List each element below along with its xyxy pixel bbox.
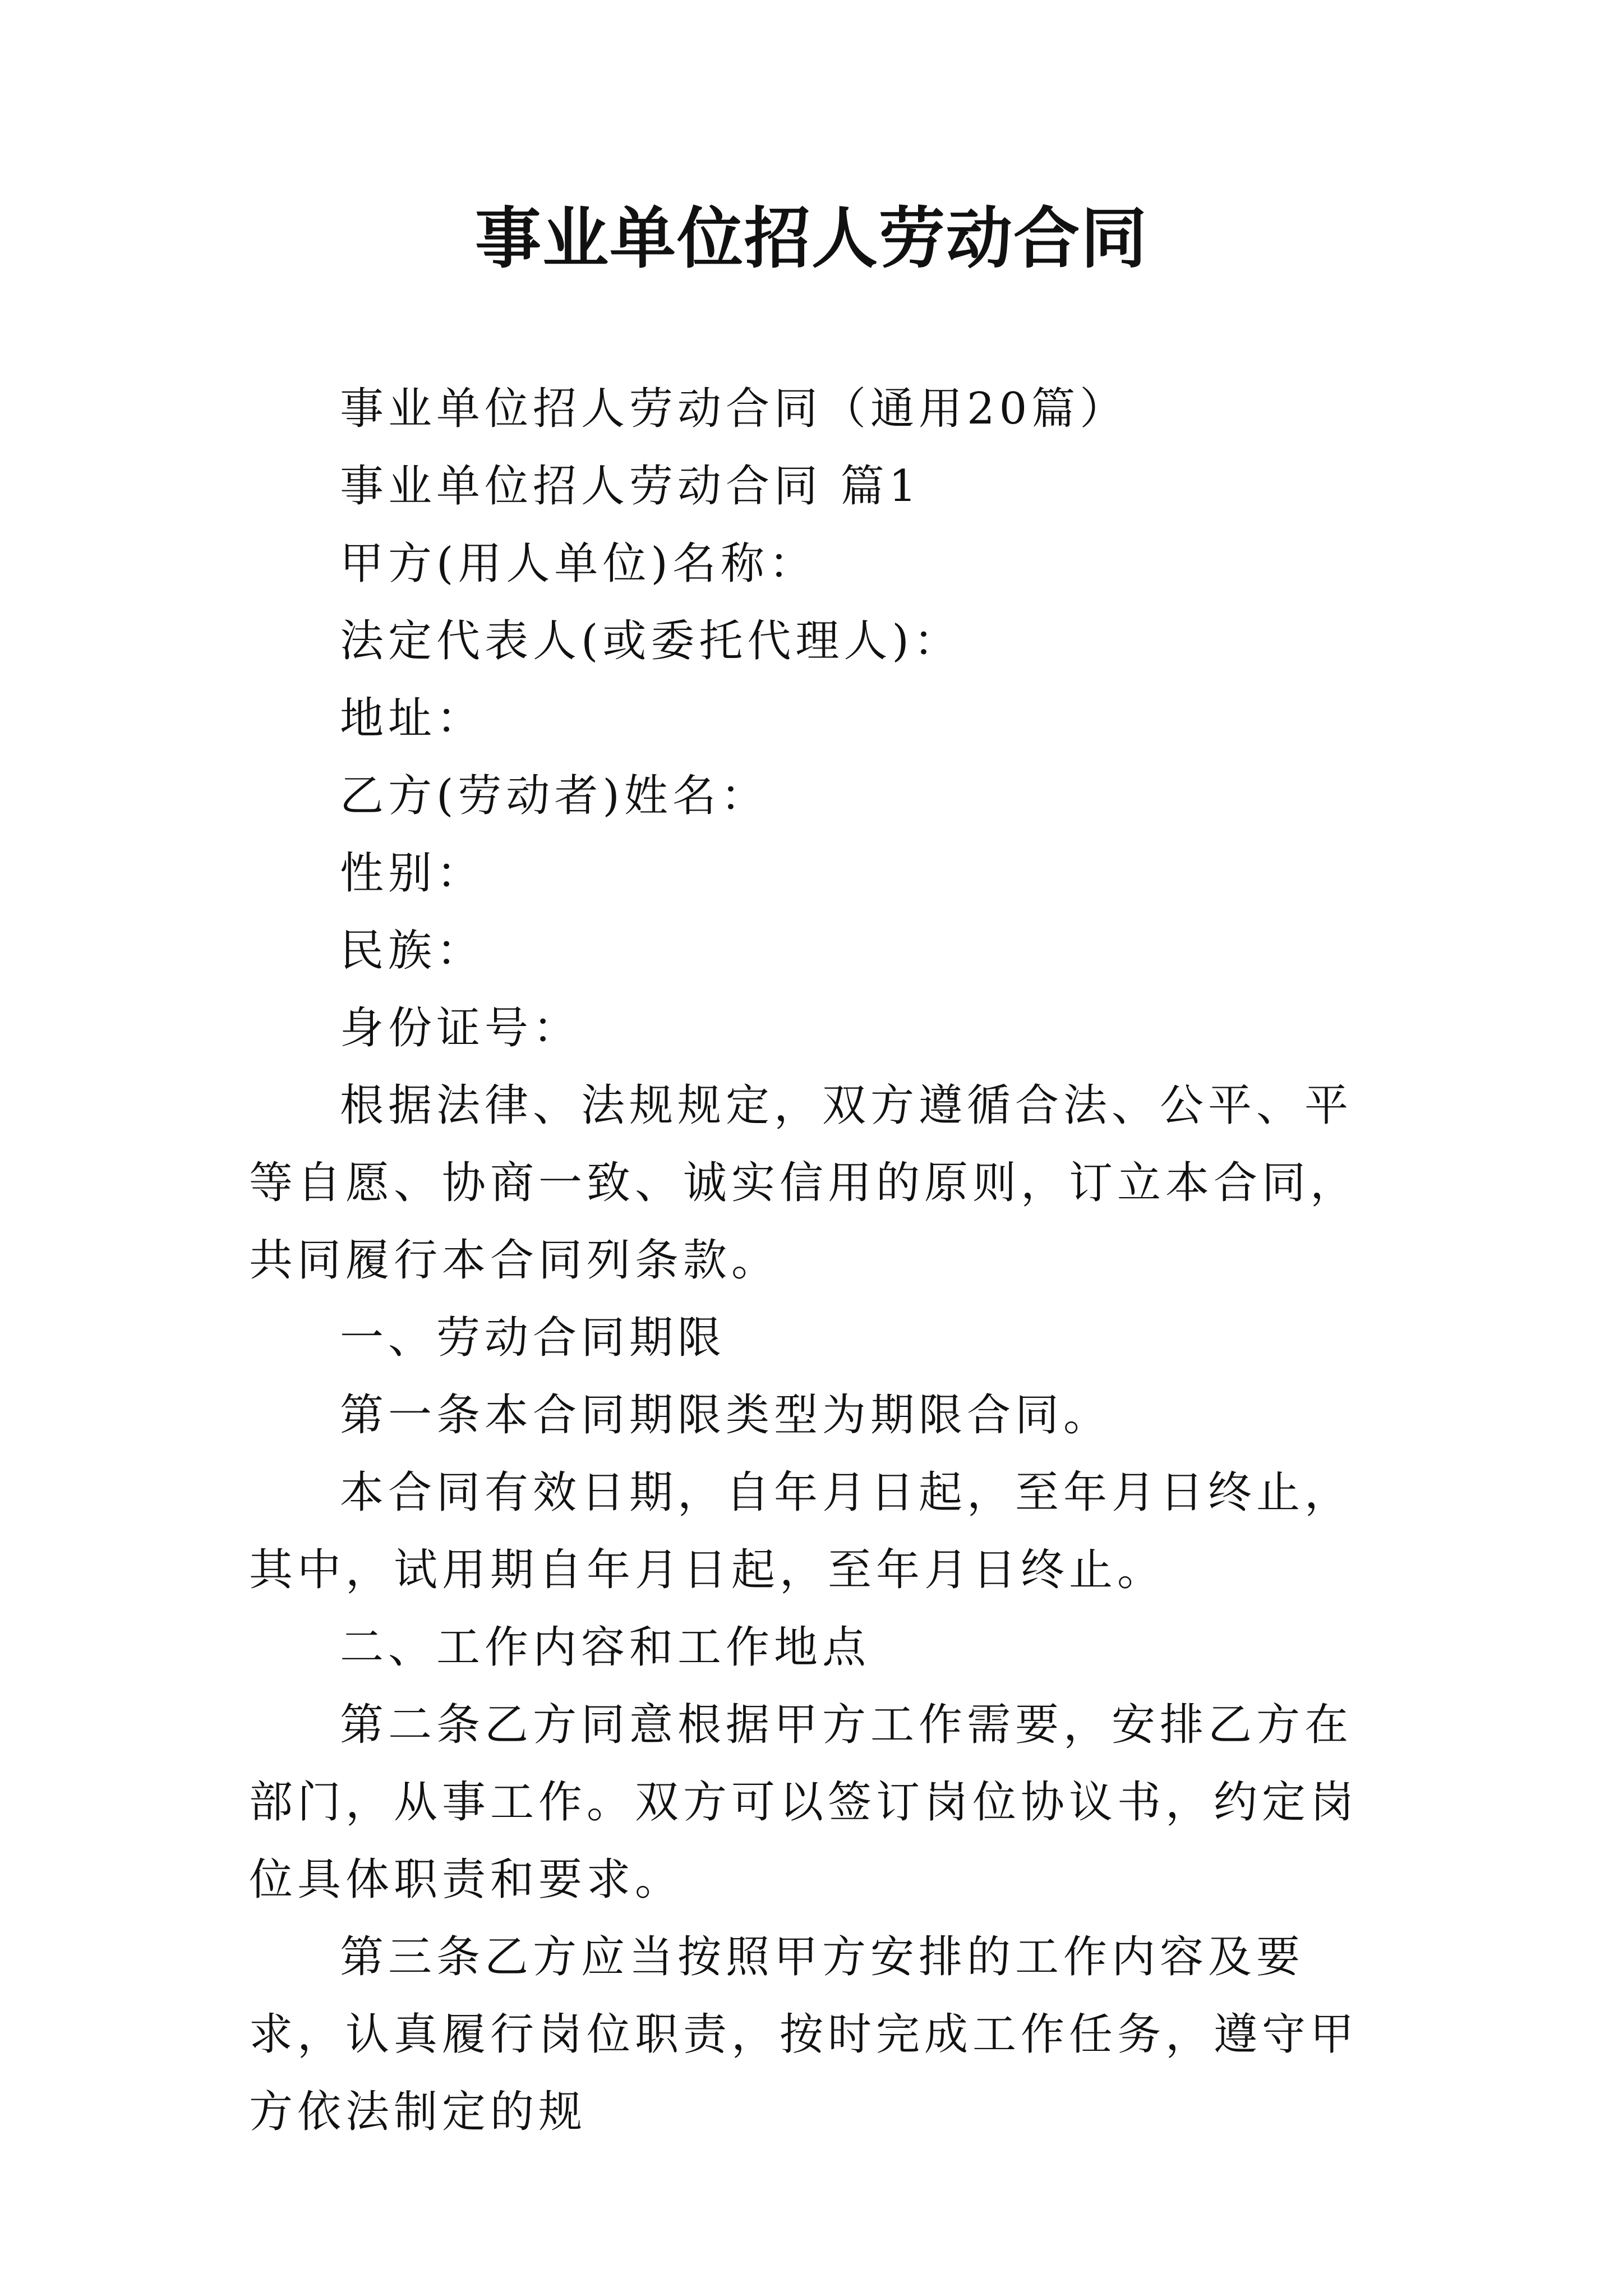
- paragraph-term-dates: 本合同有效日期，自年月日起，至年月日终止，其中，试用期自年月日起，至年月日终止。: [249, 1467, 1353, 1595]
- paragraph-id-number: 身份证号：: [340, 1003, 582, 1053]
- paragraph-article-3: 第三条乙方应当按照甲方安排的工作内容及要求，认真履行岗位职责，按时完成工作任务，遵守甲方依法制定的规: [249, 1932, 1359, 2137]
- paragraph-article-heading: 事业单位招人劳动合同 篇1: [340, 461, 921, 512]
- paragraph-legal-representative: 法定代表人(或委托代理人)：: [340, 616, 962, 666]
- paragraph-address: 地址：: [340, 693, 485, 744]
- document-body: [249, 370, 1387, 2151]
- paragraph-article-2: 第二条乙方同意根据甲方工作需要，安排乙方在部门，从事工作。双方可以签订岗位协议书，约定岗位具体职责和要求。: [249, 1700, 1359, 1905]
- paragraph-section-2-heading: 二、工作内容和工作地点: [340, 1622, 871, 1673]
- paragraph-party-b-name: 乙方(劳动者)姓名：: [340, 771, 769, 821]
- paragraph-gender: 性别：: [340, 848, 485, 899]
- paragraph-ethnicity: 民族：: [340, 926, 485, 976]
- paragraph-collection-title: 事业单位招人劳动合同（通用20篇）: [340, 384, 1128, 434]
- paragraph-preamble: 根据法律、法规规定，双方遵循合法、公平、平等自愿、协商一致、诚实信用的原则，订立本合同，共同履行本合同列条款。: [249, 1080, 1359, 1286]
- paragraph-section-1-heading: 一、劳动合同期限: [340, 1313, 726, 1363]
- paragraph-party-a-name: 甲方(用人单位)名称：: [340, 539, 817, 589]
- document-title: 事业单位招人劳动合同: [474, 199, 1148, 277]
- paragraph-article-1: 第一条本合同期限类型为期限合同。: [340, 1390, 1112, 1441]
